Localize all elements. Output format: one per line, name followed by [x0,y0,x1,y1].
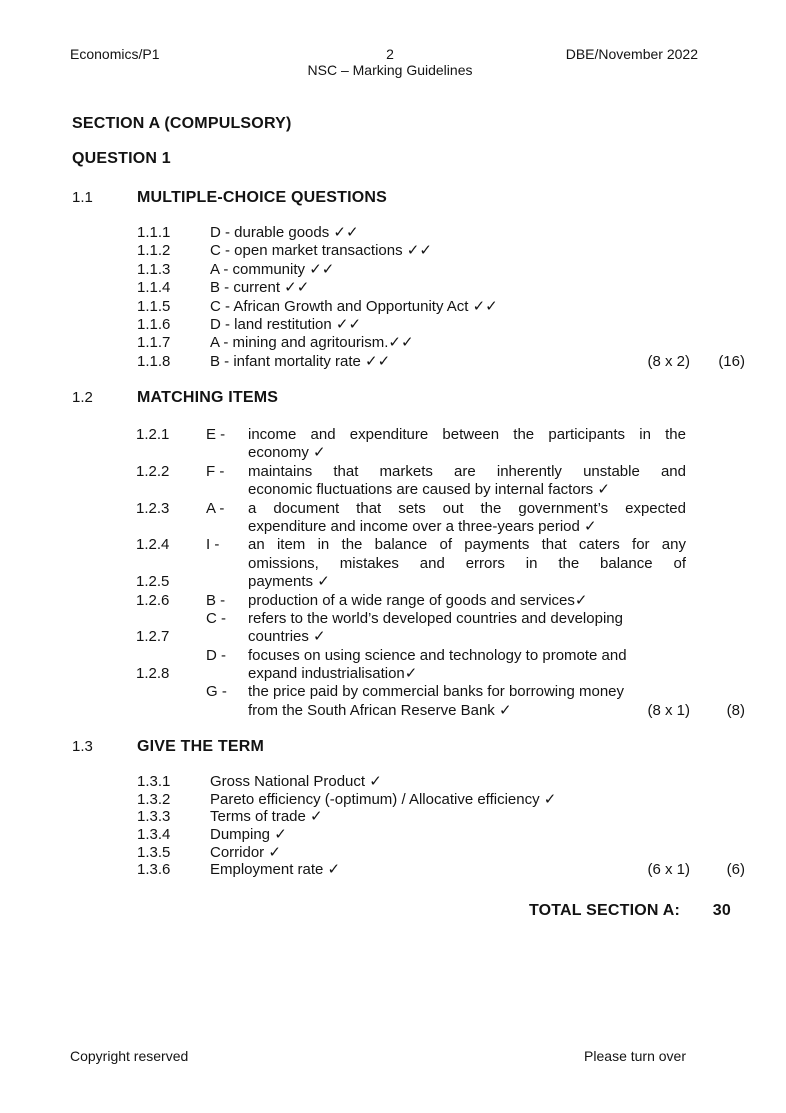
question-1-3-title: GIVE THE TERM [137,738,265,755]
matching-items-list [0,426,786,720]
matching-item-line [0,665,786,683]
term-item-row [0,808,786,826]
item-text: income and expenditure between the participants in the [248,426,686,443]
matching-item-line [0,573,786,591]
item-answer: B - infant mortality rate ✓✓ [210,352,391,370]
item-text: economic fluctuations are caused by internal factors ✓ [248,481,610,499]
matching-item-line [0,444,786,462]
item-letter: C - [206,609,226,627]
matching-item-line [0,610,786,628]
marks-calculation: (8 x 2) [647,352,690,370]
marks-calculation: (8 x 1) [647,701,690,719]
mcq-item-row [0,353,786,371]
item-answer: Terms of trade ✓ [210,808,323,826]
term-item-row [0,773,786,791]
marks-total: (8) [726,701,745,719]
term-item-row [0,826,786,844]
item-number: 1.2.5 [136,573,170,591]
matching-item-line [0,647,786,665]
item-letter: I - [206,536,220,554]
item-number: 1.1.4 [137,279,171,297]
matching-item-line [0,500,786,518]
item-number: 1.2.2 [136,462,170,480]
question-1-1-number: 1.1 [72,189,93,206]
term-item-row [0,844,786,862]
give-the-term-list [0,773,786,879]
item-text: expand industrialisation✓ [248,665,418,683]
mcq-answer-list [0,224,786,371]
item-number: 1.2.3 [136,499,170,517]
matching-item-line [0,555,786,573]
item-text: focuses on using science and technology to promote and [248,646,627,664]
section-total-value: 30 [712,902,731,919]
item-text: the price paid by commercial banks for borrowing money [248,683,625,701]
item-number: 1.1.3 [137,260,171,278]
matching-item-line [0,592,786,610]
item-number: 1.2.4 [136,536,170,554]
item-number: 1.2.7 [136,628,170,646]
question-1-2-title: MATCHING ITEMS [137,389,279,406]
header-subtitle: NSC – Marking Guidelines [307,62,473,78]
item-answer: A - community ✓✓ [210,260,335,278]
mcq-item-row [0,279,786,297]
question-1-2-heading [0,389,786,409]
item-number: 1.3.5 [137,843,171,861]
item-answer: C - African Growth and Opportunity Act ✓✓ [210,297,498,315]
item-number: 1.2.8 [136,665,170,683]
item-number: 1.1.1 [137,224,171,241]
item-answer: A - mining and agritourism.✓✓ [210,334,414,352]
item-number: 1.1.2 [137,242,171,260]
header-course-code: Economics/P1 [70,46,160,62]
matching-item-line [0,518,786,536]
item-letter: A - [206,499,225,517]
item-answer: Employment rate ✓ [210,861,341,879]
item-text: omissions, mistakes and errors in the balance of [248,554,686,572]
footer-please-turn-over: Please turn over [584,1048,686,1064]
section-a-heading: SECTION A (COMPULSORY) [72,115,292,132]
marks-total: (16) [718,352,745,370]
item-number: 1.3.3 [137,808,171,826]
question-1-heading: QUESTION 1 [72,150,171,167]
marks-calculation: (6 x 1) [647,861,690,879]
mcq-item-row [0,298,786,316]
item-number: 1.1.8 [137,352,171,370]
item-text: production of a wide range of goods and services✓ [248,591,588,609]
matching-item-line [0,702,786,720]
item-answer: B - current ✓✓ [210,279,310,297]
matching-item-line [0,683,786,701]
item-text: economy ✓ [248,444,326,462]
item-number: 1.2.6 [136,591,170,609]
matching-item-line [0,426,786,444]
matching-item-line [0,628,786,646]
mcq-item-row [0,316,786,334]
question-1-3-number: 1.3 [72,738,93,755]
item-answer: C - open market transactions ✓✓ [210,242,432,260]
item-text: countries ✓ [248,628,326,646]
item-number: 1.3.6 [137,861,171,879]
term-item-row [0,791,786,809]
item-number: 1.1.7 [137,334,171,352]
item-number: 1.3.2 [137,790,171,808]
item-letter: F - [206,462,225,480]
item-text: a document that sets out the government’s expected [248,499,686,517]
item-answer: Gross National Product ✓ [210,773,382,790]
item-text: expenditure and income over a three-years period ✓ [248,517,597,535]
matching-item-line [0,481,786,499]
item-answer: Pareto efficiency (-optimum) / Allocative efficiency ✓ [210,790,557,808]
item-letter: B - [206,591,226,609]
term-item-row [0,861,786,879]
item-text: refers to the world’s developed countries and developing [248,609,623,627]
item-letter: D - [206,646,226,664]
question-1-1-heading [0,189,786,209]
question-1-3-heading [0,738,786,758]
item-number: 1.1.6 [137,315,171,333]
marks-total: (6) [726,861,745,879]
question-1-1-title: MULTIPLE-CHOICE QUESTIONS [137,189,388,206]
item-text: from the South African Reserve Bank ✓ [248,701,512,719]
item-number: 1.3.4 [137,826,171,844]
item-number: 1.2.1 [136,426,170,443]
matching-item-line [0,536,786,554]
page-number: 2 [386,46,394,62]
item-answer: Dumping ✓ [210,826,287,844]
item-number: 1.1.5 [137,297,171,315]
item-answer: D - land restitution ✓✓ [210,315,362,333]
item-answer: D - durable goods ✓✓ [210,224,359,241]
footer-copyright: Copyright reserved [70,1048,189,1064]
mcq-item-row [0,224,786,242]
item-letter: G - [206,683,227,701]
item-answer: Corridor ✓ [210,843,281,861]
header-exam-session: DBE/November 2022 [565,46,698,62]
item-letter: E - [206,426,226,443]
matching-item-line [0,463,786,481]
question-1-2-number: 1.2 [72,389,93,406]
item-text: payments ✓ [248,573,330,591]
section-total-label: TOTAL SECTION A: [528,902,680,919]
mcq-item-row [0,242,786,260]
item-number: 1.3.1 [137,773,171,790]
item-text: maintains that markets are inherently unstable and [248,462,686,480]
mcq-item-row [0,261,786,279]
mcq-item-row [0,334,786,352]
item-text: an item in the balance of payments that caters for any [248,536,686,554]
section-total-row [0,902,786,922]
